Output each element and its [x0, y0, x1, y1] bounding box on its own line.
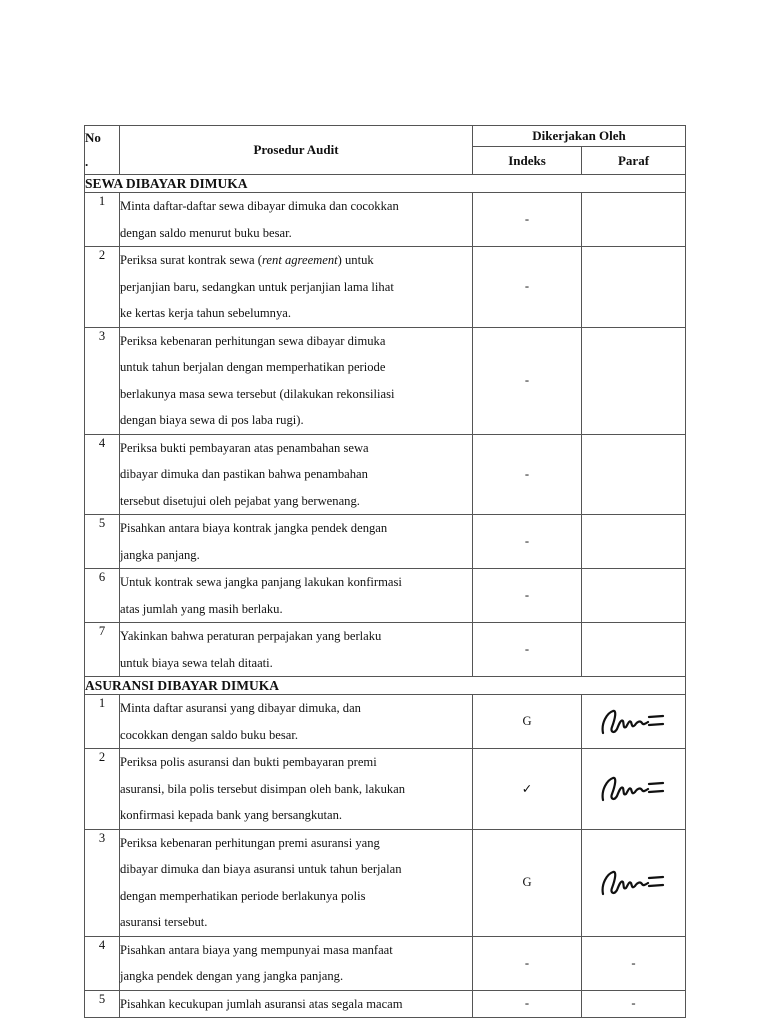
procedure-line: asuransi tersebut. [120, 915, 208, 929]
row-number: 7 [85, 623, 120, 677]
procedure-line: Yakinkan bahwa peraturan perpajakan yang berlaku [120, 629, 382, 643]
signature-stroke [602, 871, 662, 893]
section-title: ASURANSI DIBAYAR DIMUKA [85, 677, 686, 695]
header-index: Indeks [473, 147, 582, 175]
procedure-line: Untuk kontrak sewa jangka panjang lakukan konfirmasi [120, 575, 402, 589]
table-row [85, 749, 686, 830]
row-number: 4 [85, 434, 120, 515]
table-row [85, 515, 686, 569]
paraf-signature [599, 772, 669, 806]
procedure-line: ke kertas kerja tahun sebelumnya. [120, 306, 291, 320]
procedure-line: jangka pendek dengan yang jangka panjang. [120, 969, 344, 983]
paraf-cell [582, 193, 686, 247]
procedure-line: dengan biaya sewa di pos laba rugi). [120, 413, 304, 427]
procedure-text [120, 749, 473, 830]
procedure-line: asuransi, bila polis tersebut disimpan oleh bank, lakukan [120, 781, 406, 796]
paraf-cell: - [582, 990, 686, 1018]
paraf-cell [582, 247, 686, 328]
procedure-line: dibayar dimuka dan biaya asuransi untuk tahun berjalan [120, 862, 402, 876]
procedure-line: Pisahkan antara biaya kontrak jangka pendek dengan [120, 521, 388, 535]
header-no-dot: . [85, 154, 89, 169]
procedure-line: jangka panjang. [120, 547, 200, 562]
index-cell: - [473, 434, 582, 515]
procedure-line: perjanjian baru, sedangkan untuk perjanjian lama lihat [120, 279, 394, 294]
section-row [85, 175, 686, 193]
section-title: SEWA DIBAYAR DIMUKA [85, 175, 686, 193]
row-number: 2 [85, 749, 120, 830]
procedure-line: Periksa bukti pembayaran atas penambahan sewa [120, 440, 369, 455]
index-cell: G [473, 829, 582, 936]
header-no [85, 126, 120, 175]
procedure-line: untuk biaya sewa telah ditaati. [120, 655, 273, 670]
row-number: 1 [85, 695, 120, 749]
row-number: 4 [85, 936, 120, 990]
table-row [85, 829, 686, 936]
procedure-text [120, 327, 473, 434]
row-number: 5 [85, 515, 120, 569]
table-row [85, 623, 686, 677]
procedure-text [120, 990, 473, 1018]
table-row [85, 990, 686, 1018]
procedure-line: Periksa kebenaran perhitungan sewa dibayar dimuka [120, 333, 386, 348]
procedure-text [120, 569, 473, 623]
row-number: 2 [85, 247, 120, 328]
paraf-cell [582, 569, 686, 623]
procedure-text [120, 936, 473, 990]
procedure-text [120, 193, 473, 247]
index-cell: - [473, 936, 582, 990]
paraf-cell [582, 749, 686, 830]
signature-stroke [602, 710, 662, 732]
paraf-cell: - [582, 936, 686, 990]
procedure-line: Periksa kebenaran perhitungan premi asuransi yang [120, 835, 380, 850]
procedure-text [120, 515, 473, 569]
paraf-signature [599, 866, 669, 900]
table-row [85, 434, 686, 515]
paraf-cell [582, 327, 686, 434]
procedure-line: Pisahkan antara biaya yang mempunyai masa manfaat [120, 942, 393, 957]
procedure-text [120, 623, 473, 677]
index-cell: - [473, 247, 582, 328]
table-row [85, 569, 686, 623]
procedure-text [120, 247, 473, 328]
index-cell: - [473, 623, 582, 677]
procedure-line-part: ) untuk [337, 253, 374, 267]
index-cell: ✓ [473, 749, 582, 830]
index-cell: - [473, 193, 582, 247]
section-row [85, 677, 686, 695]
procedure-line: dengan memperhatikan periode berlakunya polis [120, 888, 366, 903]
procedure-line: Minta daftar-daftar sewa dibayar dimuka dan cocokkan [120, 199, 399, 213]
procedure-text [120, 829, 473, 936]
procedure-line-part: Periksa surat kontrak sewa ( [120, 253, 262, 267]
table-body [85, 175, 686, 1018]
procedure-line: atas jumlah yang masih berlaku. [120, 601, 283, 616]
header-done-by: Dikerjakan Oleh [473, 126, 686, 147]
procedure-line-emphasis: rent agreement [262, 253, 338, 267]
procedure-line: konfirmasi kepada bank yang bersangkutan. [120, 808, 343, 822]
row-number: 3 [85, 829, 120, 936]
index-cell: - [473, 515, 582, 569]
index-cell: - [473, 327, 582, 434]
table-row [85, 327, 686, 434]
signature-stroke [602, 778, 662, 800]
header-paraf: Paraf [582, 147, 686, 175]
index-cell: G [473, 695, 582, 749]
procedure-line: Periksa polis asuransi dan bukti pembayaran premi [120, 755, 377, 769]
procedure-line: dibayar dimuka dan pastikan bahwa penambahan [120, 467, 368, 481]
audit-procedure-table [84, 125, 686, 1018]
paraf-cell [582, 515, 686, 569]
paraf-cell [582, 829, 686, 936]
procedure-line: untuk tahun berjalan dengan memperhatikan periode [120, 360, 386, 374]
row-number: 6 [85, 569, 120, 623]
table-row [85, 936, 686, 990]
procedure-text [120, 434, 473, 515]
paraf-cell [582, 695, 686, 749]
procedure-line: Minta daftar asuransi yang dibayar dimuka, dan [120, 701, 361, 715]
row-number: 3 [85, 327, 120, 434]
procedure-text [120, 695, 473, 749]
procedure-line: Pisahkan kecukupan jumlah asuransi atas segala macam [120, 996, 403, 1011]
procedure-line: cocokkan dengan saldo buku besar. [120, 727, 299, 742]
row-number: 5 [85, 990, 120, 1018]
table-row [85, 247, 686, 328]
table-row [85, 695, 686, 749]
header-procedure: Prosedur Audit [120, 126, 473, 175]
paraf-cell [582, 434, 686, 515]
paraf-cell [582, 623, 686, 677]
paraf-signature [599, 705, 669, 739]
procedure-line [120, 247, 472, 274]
procedure-line: tersebut disetujui oleh pejabat yang berwenang. [120, 493, 360, 508]
procedure-line: dengan saldo menurut buku besar. [120, 225, 292, 240]
table-row [85, 193, 686, 247]
index-cell: - [473, 569, 582, 623]
index-cell: - [473, 990, 582, 1018]
row-number: 1 [85, 193, 120, 247]
procedure-line: berlakunya masa sewa tersebut (dilakukan rekonsiliasi [120, 386, 395, 401]
header-no-label: No [85, 130, 101, 145]
